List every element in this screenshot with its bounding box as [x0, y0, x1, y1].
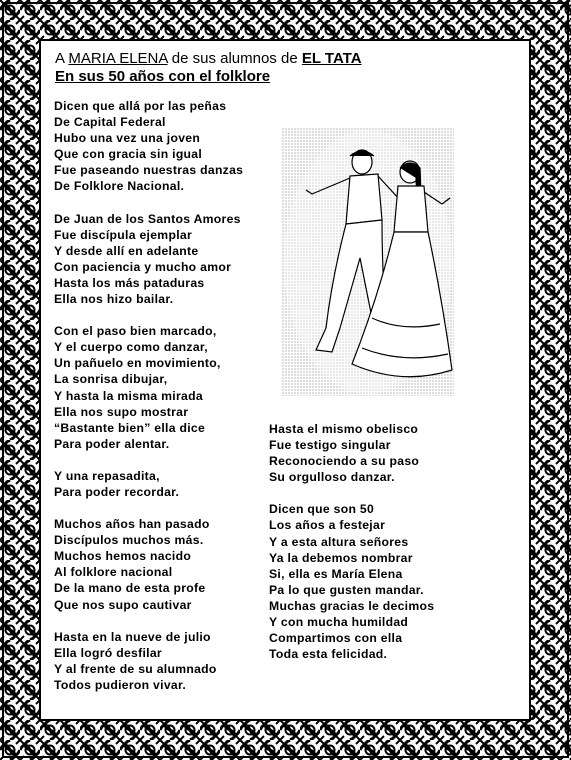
- poem-line: Un pañuelo en movimiento,: [54, 356, 221, 371]
- poem-line: Y una repasadita,: [54, 468, 160, 483]
- poem-line: Pa lo que gusten mandar.: [269, 582, 424, 597]
- poem-line: Dicen que allá por las peñas: [54, 99, 227, 113]
- stanza: [54, 516, 274, 613]
- title-prefix: A: [55, 50, 69, 67]
- poem-line: Los años a festejar: [269, 518, 386, 533]
- poem-line: Su orgulloso danzar.: [269, 470, 395, 485]
- poem-line: Fue paseando nuestras danzas: [54, 163, 244, 178]
- title-line-1: [55, 50, 515, 68]
- poem-line: Y hasta la misma mirada: [54, 388, 203, 403]
- poem-line: Muchos años han pasado: [54, 517, 210, 532]
- poem-line: Hasta en la nueve de julio: [54, 629, 211, 644]
- stanza: [54, 629, 274, 693]
- title-name: MARIA ELENA: [68, 50, 168, 67]
- poem-line: Ya la debemos nombrar: [269, 550, 413, 565]
- poem-line: De Juan de los Santos Amores: [54, 211, 241, 226]
- poem-line: Toda esta felicidad.: [269, 647, 388, 662]
- poem-line: Ella nos hizo bailar.: [54, 292, 174, 307]
- poem-line: Todos pudieron vivar.: [54, 677, 187, 692]
- poem-line: Dicen que son 50: [269, 502, 375, 517]
- title-group: EL TATA: [301, 50, 362, 67]
- poem-line: Fue testigo singular: [269, 438, 391, 453]
- stanza: [54, 211, 274, 308]
- stanza: [54, 98, 274, 195]
- poem-line: Hasta los más pataduras: [54, 275, 205, 290]
- poem-line: Con paciencia y mucho amor: [54, 259, 232, 274]
- poem-line: Y desde allí en adelante: [54, 243, 199, 258]
- poem-line: De Capital Federal: [54, 115, 166, 130]
- poem-line: De Folklore Nacional.: [54, 179, 185, 194]
- title-line-2: En sus 50 años con el folklore: [55, 68, 271, 85]
- poem-line: Para poder recordar.: [54, 484, 180, 499]
- poem-line: Hubo una vez una joven: [54, 131, 201, 146]
- poem-line: Si, ella es María Elena: [269, 566, 403, 581]
- poem-line: Con el paso bien marcado,: [54, 324, 217, 339]
- poem-line: “Bastante bien” ella dice: [54, 420, 206, 435]
- poem-line: Muchas gracias le decimos: [269, 598, 435, 613]
- poem-column-left: [54, 98, 274, 693]
- poem-line: Ella nos supo mostrar: [54, 404, 189, 419]
- poem-line: Y a esta altura señores: [269, 534, 409, 549]
- stanza: [269, 421, 489, 485]
- stanza: [54, 323, 274, 452]
- stanza: [269, 501, 489, 662]
- dancing-couple-illustration: [282, 128, 454, 396]
- poem-line: La sonrisa dibujar,: [54, 372, 168, 387]
- poem-line: Y el cuerpo como danzar,: [54, 340, 208, 355]
- poem-line: De la mano de esta profe: [54, 581, 206, 596]
- poem-line: Que con gracia sin igual: [54, 147, 203, 162]
- poem-line: Discípulos muchos más.: [54, 533, 204, 548]
- poem-line: Y al frente de su alumnado: [54, 661, 217, 676]
- poem-line: Que nos supo cautivar: [54, 597, 192, 612]
- poem-line: Y con mucha humildad: [269, 615, 409, 630]
- poem-line: Muchos hemos nacido: [54, 549, 192, 564]
- poem-line: Hasta el mismo obelisco: [269, 422, 419, 436]
- poem-title: [55, 50, 515, 86]
- poem-line: Para poder alentar.: [54, 436, 170, 451]
- poem-line: Reconociendo a su paso: [269, 454, 420, 469]
- stanza: [54, 468, 274, 500]
- poem-line: Al folklore nacional: [54, 565, 173, 580]
- poem-line: Fue discípula ejemplar: [54, 227, 192, 242]
- poem-line: Ella logró desfilar: [54, 645, 162, 660]
- poem-column-right: [269, 421, 489, 662]
- poem-line: Compartimos con ella: [269, 631, 403, 646]
- title-middle: de sus alumnos de: [167, 50, 302, 67]
